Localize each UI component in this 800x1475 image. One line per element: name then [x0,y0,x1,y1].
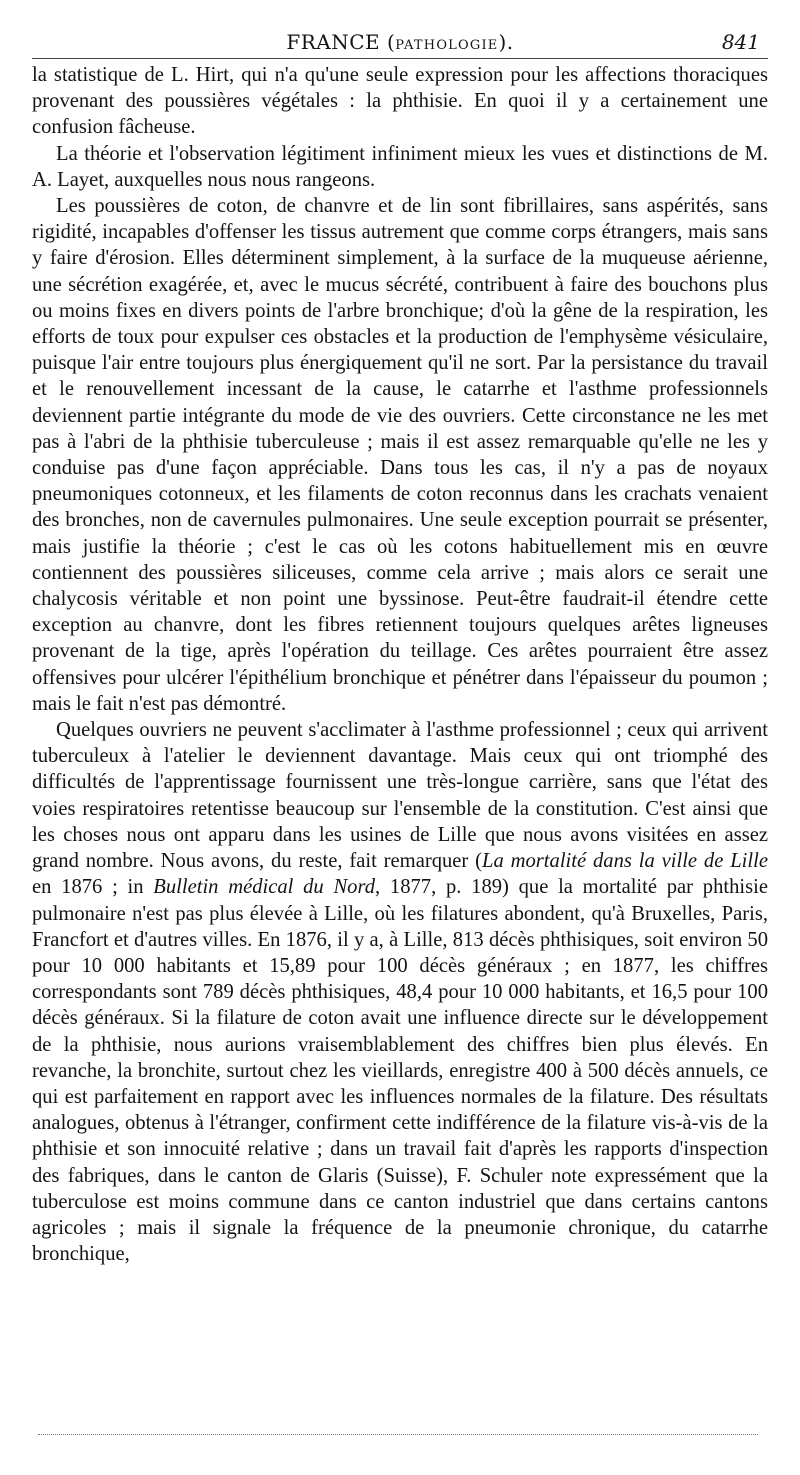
paragraph [32,193,768,717]
citation-title: La mortalité dans la ville de Lille [482,850,768,873]
running-title-sub-close: ). [498,30,514,54]
paragraph-text: , 1877, p. 189) que la mortalité par phthisie pulmonaire n'est pas plus élevée à Lille, où les filatures abondent, qu'à Bruxelles, Paris, Francfort et d'autres villes. En 1876, il y a, à Lille, 813 décès phthisiques, soit environ 50 pour 10 000 habitants et 15,89 pour 100 décès généraux ; en 1877, les chiffres correspondants sont 789 décès phthisiques, 48,4 pour 10 000 habitants, et 16,5 pour 100 décès généraux. Si la filature de coton avait une influence directe sur le développement de la phthisie, nous aurions vraisemblablement des chiffres bien plus élevés. En revanche, la bronchite, surtout chez les vieillards, enregistre 400 à 500 décès annuels, ce qui est parfaitement en rapport avec les influences normales de la filature. Des résultats analogues, obtenus à l'étranger, confirment cette indifférence de la filature vis-à-vis de la phthisie et son innocuité relative ; dans un travail fait d'après les rapports d'inspection des fabriques, dans le canton de Glaris (Suisse), F. Schuler note expressément que la tuberculose est moins commune dans ce canton industriel que dans certains cantons agricoles ; mais il signale la fréquence de la pneumonie chronique, du catarrhe bronchique, [32,876,768,1266]
running-title-main: FRANCE [286,30,381,54]
page-number: 841 [721,30,760,54]
running-title-subject: PATHOLOGIE [395,38,499,53]
journal-title: Bulletin médical du Nord [153,876,376,899]
paragraph-text: Quelques ouvriers ne peuvent s'acclimater à l'asthme professionnel ; ceux qui arrivent tuberculeux à l'atelier le deviennent davantage. Mais ceux qui ont triomphé des difficultés de l'apprentissage fournissent une très-longue carrière, sans que l'état des voies respiratoires retentisse beaucoup sur l'ensemble de la constitution. C'est ainsi que les choses nous ont apparu dans les usines de Lille que nous avons visitées en assez grand nombre. Nous avons, du reste, fait remarquer ( [32,719,768,873]
paragraph-text: en 1876 ; in [32,876,154,899]
paragraph [32,717,768,1267]
running-header [32,26,768,59]
paragraph [32,141,768,193]
body-text [32,62,768,1267]
paragraph-text: Les poussières de coton, de chanvre et de lin sont fibrillaires, sans aspérités, sans rigidité, incapables d'offenser les tissus autrement que comme corps étrangers, mais sans y faire d'érosion. Elles déterminent simplement, à la surface de la muqueuse aérienne, une sécrétion exagérée, et, avec le mucus sécrété, contribuent à faire des bouchons plus ou moins fixes en divers points de l'arbre bronchique; d'où la gêne de la respiration, les efforts de toux pour expulser ces obstacles et la production de l'emphysème vésiculaire, puisque l'air entre toujours plus énergiquement qu'il ne sort. Par la persistance du travail et le renouvellement incessant de la cause, le catarrhe et l'asthme professionnels deviennent partie intégrante du mode de vie des ouvriers. Cette circonstance ne les met pas à l'abri de la phthisie tuberculeuse ; mais il est assez remarquable qu'elle ne les y conduise pas d'une façon appréciable. Dans tous les cas, il n'y a pas de noyaux pneumoniques cotonneux, et les filaments de coton reconnus dans les crachats venaient des bronches, non de cavernules pulmonaires. Une seule exception pourrait se présenter, mais justifie la théorie ; c'est le cas où les cotons habituellement mis en œuvre contiennent des poussières siliceuses, comme cela arrive ; mais alors ce serait une chalycosis véritable et non point une byssinose. Peut-être faudrait-il étendre cette exception au chanvre, dont les fibres retiennent toujours quelques arêtes ligneuses provenant de la tige, après l'opération du teillage. Ces arêtes pourraient être assez offensives pour ulcérer l'épithélium bronchique et pénétrer dans l'épaisseur du poumon ; mais le fait n'est pas démontré. [32,195,768,715]
paragraph [32,62,768,141]
running-title [32,30,768,54]
paragraph-text: La théorie et l'observation légitiment infiniment mieux les vues et distinctions de M. A. Layet, auxquelles nous nous rangeons. [32,142,768,191]
running-title-sub-open: ( [386,30,396,54]
footer-dotted-rule [38,1434,758,1435]
paragraph-text: la statistique de L. Hirt, qui n'a qu'une seule expression pour les affections thoraciques provenant des poussières végétales : la phthisie. En quoi il y a certainement une confusion fâcheuse. [32,64,768,139]
